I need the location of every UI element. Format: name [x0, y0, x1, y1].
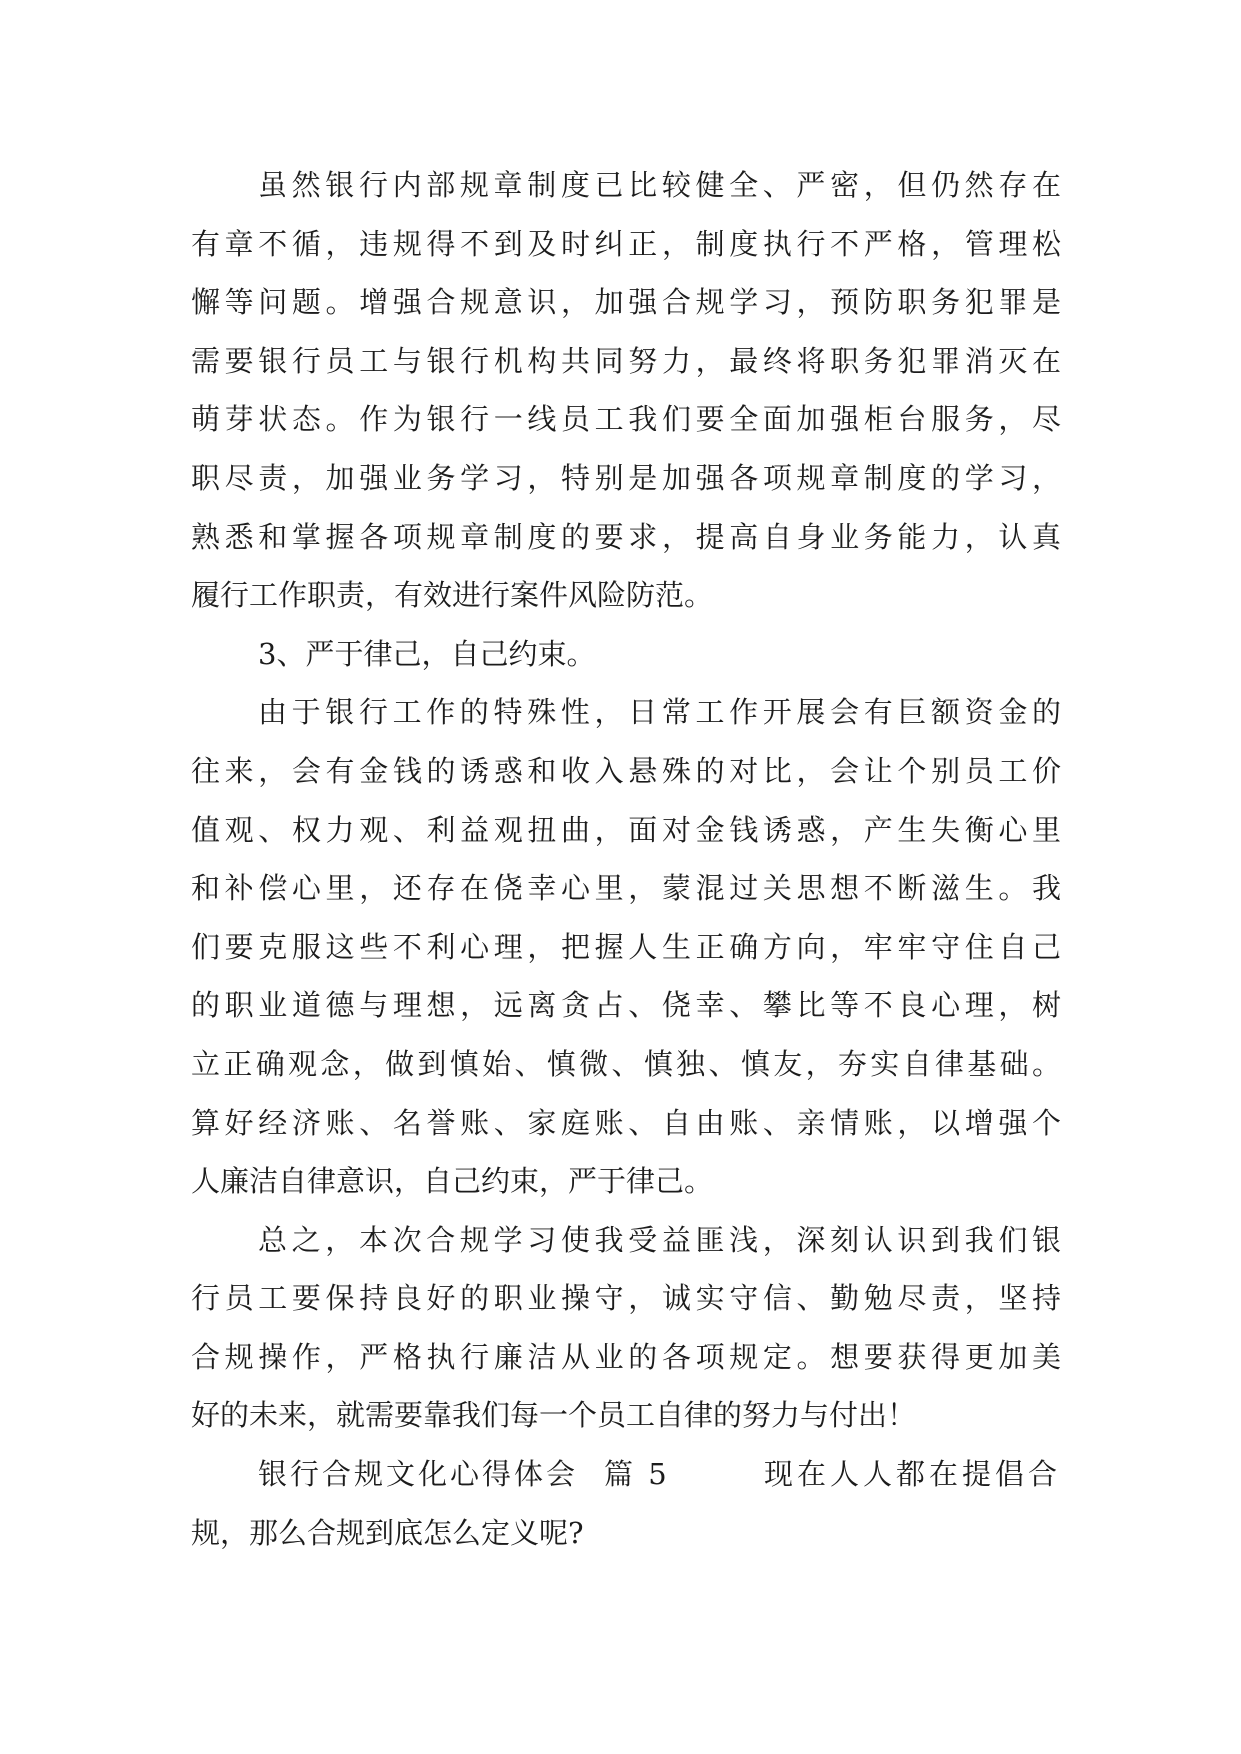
text-line: 懈等问题。增强合规意识，加强合规学习，预防职务犯罪是 [191, 285, 1061, 320]
text-line: 行员工要保持良好的职业操守，诚实守信、勤勉尽责，坚持 [191, 1281, 1061, 1316]
section-title: 银行合规文化心得体会 [258, 1457, 579, 1492]
document-body [191, 156, 1061, 1562]
section-heading-line [191, 1445, 1061, 1504]
text-line: 虽然银行内部规章制度已比较健全、严密，但仍然存在 [258, 168, 1061, 202]
text-line: 往来，会有金钱的诱惑和收入悬殊的对比，会让个别员工价 [191, 753, 1061, 788]
text-line: 合规操作，严格执行廉洁从业的各项规定。想要获得更加美 [191, 1339, 1061, 1374]
text-line: 履行工作职责，有效进行案件风险防范。 [191, 578, 714, 613]
text-line: 和补偿心里，还存在侥幸心里，蒙混过关思想不断滋生。我 [191, 871, 1061, 906]
text-line: 萌芽状态。作为银行一线员工我们要全面加强柜台服务，尽 [191, 402, 1061, 437]
text-line: 需要银行员工与银行机构共同努力，最终将职务犯罪消灭在 [191, 343, 1061, 378]
text-line: 值观、权力观、利益观扭曲，面对金钱诱惑，产生失衡心里 [191, 812, 1061, 847]
paragraph [191, 156, 1061, 625]
text-line: 好的未来，就需要靠我们每一个员工自律的努力与付出！ [191, 1398, 917, 1433]
paragraph [191, 1211, 1061, 1445]
paragraph [191, 1445, 1061, 1562]
section-subheading [191, 625, 1061, 684]
text-line: 规，那么合规到底怎么定义呢? [191, 1515, 584, 1550]
text-line: 算好经济账、名誉账、家庭账、自由账、亲情账，以增强个 [191, 1105, 1061, 1140]
text-line: 们要克服这些不利心理，把握人生正确方向，牢牢守住自己 [191, 929, 1061, 964]
text-line: 的职业道德与理想，远离贪占、侥幸、攀比等不良心理，树 [191, 988, 1061, 1023]
text-line: 有章不循，违规得不到及时纠正，制度执行不严格，管理松 [191, 226, 1061, 261]
section-number: 篇 5 [604, 1457, 670, 1492]
paragraph [191, 683, 1061, 1210]
text-line: 熟悉和掌握各项规章制度的要求，提高自身业务能力，认真 [191, 519, 1061, 554]
text-line: 立正确观念，做到慎始、慎微、慎独、慎友，夯实自律基础。 [191, 1046, 1061, 1081]
text-line: 人廉洁自律意识，自己约束，严于律己。 [191, 1164, 714, 1199]
text-line: 3、严于律己，自己约束。 [258, 636, 596, 671]
text-line: 职尽责，加强业务学习，特别是加强各项规章制度的学习， [191, 460, 1061, 495]
text-line: 总之，本次合规学习使我受益匪浅，深刻认识到我们银 [258, 1222, 1061, 1257]
text-line: 现在人人都在提倡合 [763, 1457, 1061, 1492]
text-line: 由于银行工作的特殊性，日常工作开展会有巨额资金的 [258, 695, 1061, 730]
